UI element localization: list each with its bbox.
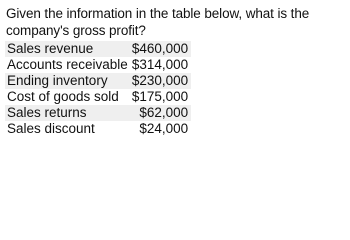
row-label: Accounts receivable (7, 57, 128, 72)
row-amount: $175,000 (131, 89, 189, 104)
financial-data-table (5, 41, 191, 137)
table-row (5, 105, 191, 121)
row-amount: $460,000 (131, 41, 189, 56)
table-row (5, 41, 191, 57)
row-amount: $24,000 (139, 121, 189, 136)
table-row (5, 73, 191, 89)
table-row (5, 89, 191, 105)
question-text: Given the information in the table below, what is the company's gross profit? (6, 6, 310, 38)
row-amount: $230,000 (131, 73, 189, 88)
row-label: Sales discount (7, 121, 95, 136)
row-label: Sales returns (7, 105, 87, 120)
table-row (5, 121, 191, 137)
table-row (5, 57, 191, 73)
row-label: Cost of goods sold (7, 89, 119, 104)
row-label: Sales revenue (7, 41, 94, 56)
row-amount: $314,000 (131, 57, 189, 72)
row-amount: $62,000 (139, 105, 189, 120)
row-label: Ending inventory (7, 73, 108, 88)
